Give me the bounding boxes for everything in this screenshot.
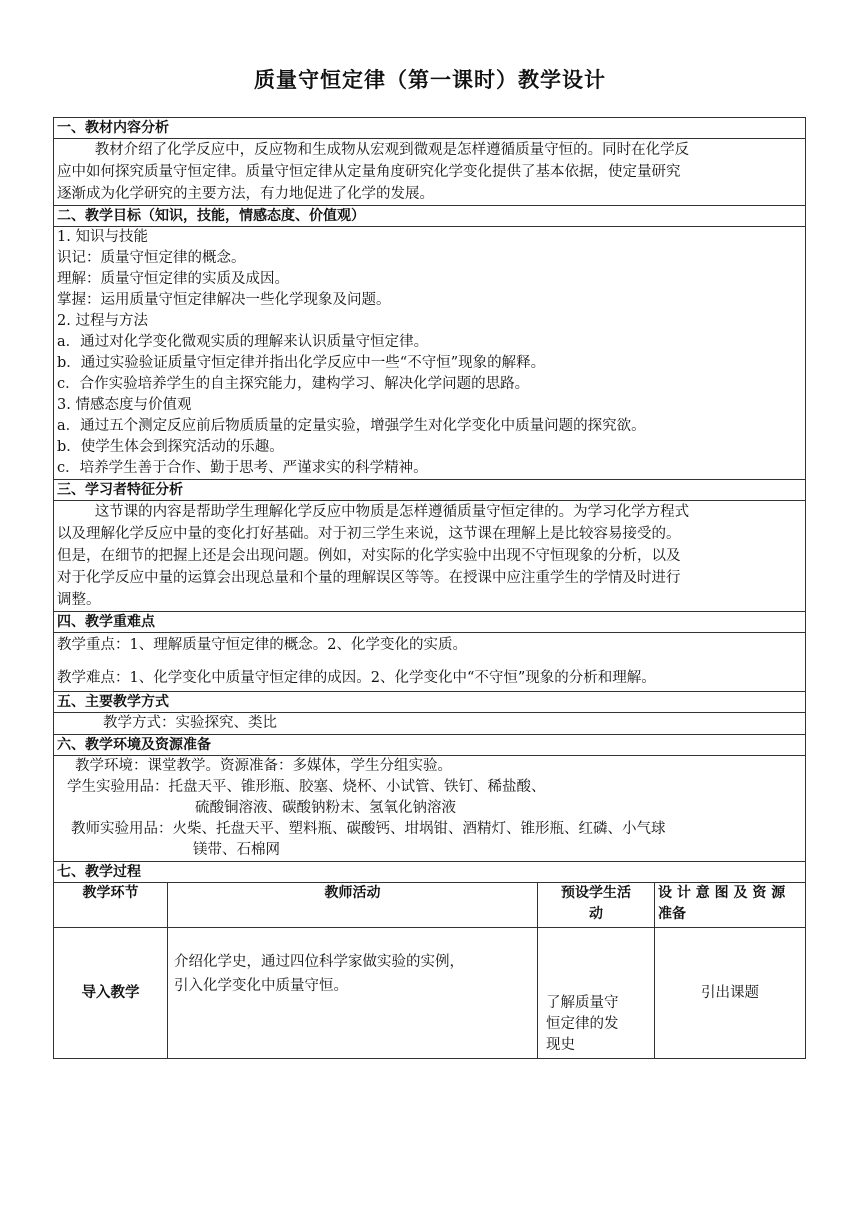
student-materials: 学生实验用品：托盘天平、锥形瓶、胶塞、烧杯、小试管、铁钉、稀盐酸、 <box>67 779 546 795</box>
student-activity-line: 了解质量守 <box>546 995 619 1011</box>
section-1-line: 逐渐成为化学研究的主要方法，有力地促进了化学的发展。 <box>57 186 434 202</box>
page-title: 质量守恒定律（第一课时）教学设计 <box>254 68 606 92</box>
column-header-student-line: 预设学生活 <box>561 885 631 901</box>
section-7-heading: 七、教学过程 <box>54 862 806 883</box>
section-3-heading: 三、学习者特征分析 <box>54 480 806 501</box>
section-3-line: 调整。 <box>57 592 101 608</box>
teacher-materials-cont: 镁带、石棉网 <box>193 842 280 858</box>
objective-line: 掌握：运用质量守恒定律解决一些化学现象及问题。 <box>57 292 391 308</box>
environment-line: 教学环境：课堂教学。资源准备：多媒体，学生分组实验。 <box>75 758 452 774</box>
section-4-heading: 四、教学重难点 <box>54 612 806 633</box>
student-activity-cell <box>538 928 655 1059</box>
objective-line: 理解：质量守恒定律的实质及成因。 <box>57 271 289 287</box>
column-header-intent-line: 设 计 意 图 及 资 源 <box>658 885 786 901</box>
column-header-intent-line: 准备 <box>658 906 686 922</box>
objective-line: 3. 情感态度与价值观 <box>57 397 192 413</box>
section-5-body <box>54 713 806 735</box>
teacher-activity-line: 引入化学变化中质量守恒。 <box>174 978 348 994</box>
intent-cell: 引出课题 <box>655 928 806 1059</box>
section-3-body <box>54 501 806 612</box>
column-header-student <box>538 883 655 928</box>
student-activity-line: 恒定律的发 <box>546 1016 619 1032</box>
student-materials-cont: 硫酸铜溶液、碳酸钠粉末、氢氧化钠溶液 <box>195 800 456 816</box>
section-3-line: 但是，在细节的把握上还是会出现问题。例如，对实际的化学实验中出现不守恒现象的分析，以及 <box>57 548 681 564</box>
spacer <box>57 656 802 666</box>
column-header-intent <box>655 883 806 928</box>
section-1-line: 应中如何探究质量守恒定律。质量守恒定律从定量角度研究化学变化提供了基本依据，使定量研究 <box>57 164 681 180</box>
key-point: 教学重点：1、理解质量守恒定律的概念。2、化学变化的实质。 <box>57 637 467 653</box>
objective-line: a．通过五个测定反应前后物质质量的定量实验，增强学生对化学变化中质量问题的探究欲。 <box>57 418 646 434</box>
objective-line: b．使学生体会到探究活动的乐趣。 <box>57 439 284 455</box>
lesson-plan-table <box>53 117 806 1059</box>
section-6-heading: 六、教学环境及资源准备 <box>54 735 806 756</box>
teacher-materials: 教师实验用品：火柴、托盘天平、塑料瓶、碳酸钙、坩埚钳、酒精灯、锥形瓶、红磷、小气球 <box>71 821 666 837</box>
section-1-body <box>54 139 806 206</box>
section-3-line: 以及理解化学反应中量的变化打好基础。对于初三学生来说，这节课在理解上是比较容易接受的。 <box>57 526 681 542</box>
objective-line: c．培养学生善于合作、勤于思考、严谨求实的科学精神。 <box>57 460 428 476</box>
section-2-body <box>54 227 806 480</box>
objective-line: 2. 过程与方法 <box>57 313 148 329</box>
stage-cell: 导入教学 <box>54 928 168 1059</box>
section-3-line: 这节课的内容是帮助学生理解化学反应中物质是怎样遵循质量守恒定律的。为学习化学方程式 <box>94 504 690 520</box>
section-4-body <box>54 633 806 692</box>
column-header-teacher: 教师活动 <box>168 883 538 928</box>
teacher-activity-cell <box>168 928 538 1059</box>
column-header-stage: 教学环节 <box>54 883 168 928</box>
objective-line: c．合作实验培养学生的自主探究能力，建构学习、解决化学问题的思路。 <box>57 376 530 392</box>
objective-line: b．通过实验验证质量守恒定律并指出化学反应中一些“不守恒”现象的解释。 <box>57 355 546 371</box>
column-header-student-line: 动 <box>589 906 603 922</box>
section-3-line: 对于化学反应中量的运算会出现总量和个量的理解误区等等。在授课中应注重学生的学情及时进行 <box>57 570 681 586</box>
table-row <box>54 928 806 1059</box>
difficult-point: 教学难点：1、化学变化中质量守恒定律的成因。2、化学变化中“不守恒”现象的分析和理解。 <box>57 670 656 686</box>
section-6-body <box>54 756 806 862</box>
teaching-method: 教学方式：实验探究、类比 <box>103 715 277 731</box>
student-activity-line: 现史 <box>546 1037 575 1053</box>
section-2-heading: 二、教学目标（知识，技能，情感态度、价值观） <box>54 206 806 227</box>
objective-line: a．通过对化学变化微观实质的理解来认识质量守恒定律。 <box>57 334 429 350</box>
section-5-heading: 五、主要教学方式 <box>54 692 806 713</box>
section-1-heading: 一、教材内容分析 <box>54 118 806 139</box>
teacher-activity-line: 介绍化学史，通过四位科学家做实验的实例， <box>174 954 464 970</box>
objective-line: 1. 知识与技能 <box>57 229 148 245</box>
section-1-line: 教材介绍了化学反应中，反应物和生成物从宏观到微观是怎样遵循质量守恒的。同时在化学反 <box>94 142 690 158</box>
objective-line: 识记：质量守恒定律的概念。 <box>57 250 246 266</box>
